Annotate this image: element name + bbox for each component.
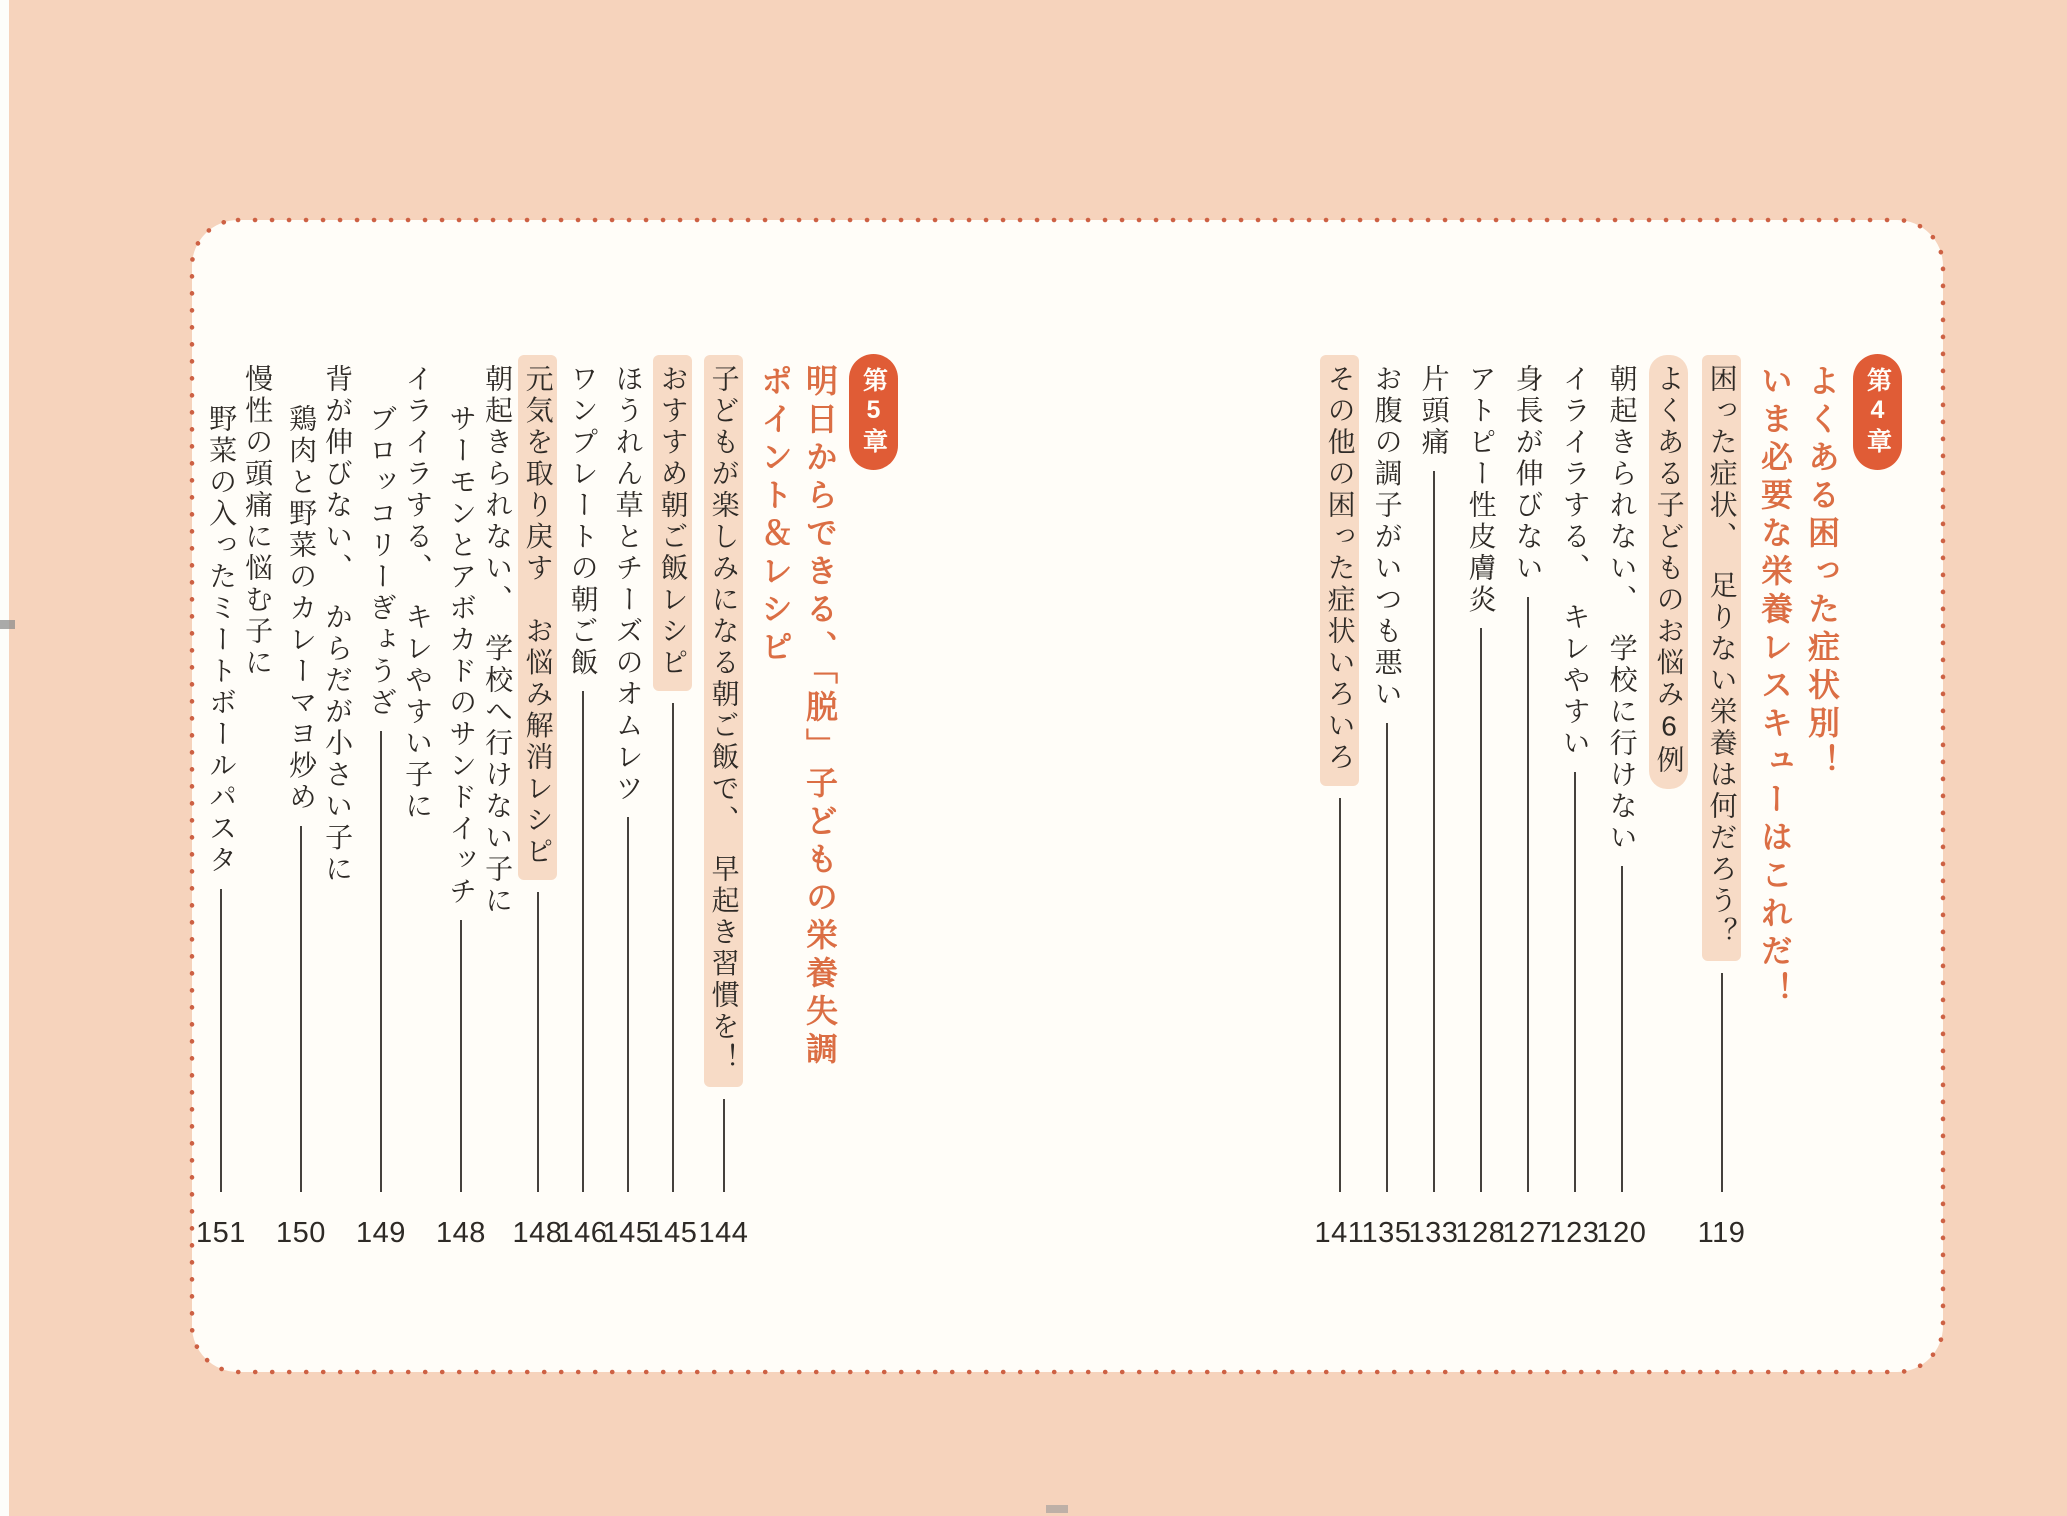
entry-text: その他の困った症状いろいろ bbox=[1320, 355, 1358, 786]
page-number: 133 bbox=[1408, 1217, 1459, 1249]
chapter-5-section bbox=[195, 352, 904, 1250]
entry-recipe-column bbox=[436, 352, 486, 1250]
toc-entry bbox=[196, 352, 275, 1250]
chapter-4-section bbox=[1314, 352, 1908, 1250]
entry-text-column bbox=[1408, 352, 1459, 1250]
entry-text-column bbox=[239, 352, 275, 1250]
leader-line bbox=[460, 920, 462, 1192]
entry-recipe-text: 鶏肉と野菜のカレーマヨ炒め bbox=[286, 404, 318, 814]
entry-recipe-column bbox=[356, 352, 406, 1250]
leader-line bbox=[1621, 866, 1623, 1192]
entry-text-column bbox=[399, 352, 435, 1250]
scan-mark-bottom bbox=[1046, 1505, 1068, 1513]
leader-line bbox=[582, 691, 584, 1192]
toc-entry bbox=[698, 352, 749, 1250]
scan-left-edge bbox=[0, 0, 9, 1516]
entry-text: よくある子どものお悩み6例 bbox=[1649, 355, 1687, 789]
toc-entry bbox=[1408, 352, 1459, 1250]
leader-line bbox=[300, 826, 302, 1193]
page-number: 145 bbox=[602, 1217, 653, 1249]
entry-text-column bbox=[1549, 352, 1600, 1250]
leader-line bbox=[537, 892, 539, 1192]
page-number: 135 bbox=[1361, 1217, 1412, 1249]
leader-line bbox=[1339, 798, 1341, 1193]
entry-text-column bbox=[1455, 352, 1506, 1250]
entry-recipe-column bbox=[276, 352, 326, 1250]
toc-entry bbox=[1549, 352, 1600, 1250]
toc-entry bbox=[557, 352, 608, 1250]
entry-text-column bbox=[647, 352, 698, 1250]
entry-recipe-text: ブロッコリーぎょうざ bbox=[366, 404, 398, 719]
toc-entry bbox=[1455, 352, 1506, 1250]
chapter-title-line-1: 明日からできる、「脱」子どもの栄養失調 bbox=[802, 364, 838, 1070]
entry-text: 片頭痛 bbox=[1418, 364, 1450, 459]
leader-line bbox=[672, 703, 674, 1192]
leader-line bbox=[1721, 973, 1723, 1193]
entry-text: 身長が伸びない bbox=[1512, 364, 1544, 585]
toc-entry bbox=[1502, 352, 1553, 1250]
page-number: 151 bbox=[196, 1217, 246, 1249]
entry-text-column bbox=[698, 352, 749, 1250]
page-number: 144 bbox=[698, 1217, 749, 1249]
leader-line bbox=[627, 817, 629, 1192]
chapter-badge: 第4章 bbox=[1853, 354, 1902, 470]
entry-recipe-column bbox=[196, 352, 246, 1250]
entry-text: 子どもが楽しみになる朝ご飯で、 早起き習慣を！ bbox=[704, 355, 742, 1087]
chapter-title-line-2: ポイント＆レシピ bbox=[757, 364, 793, 668]
page-number: 146 bbox=[557, 1217, 608, 1249]
page-number: 150 bbox=[276, 1217, 326, 1249]
scan-mark-left bbox=[0, 620, 15, 629]
toc-entry bbox=[602, 352, 653, 1250]
toc-entry bbox=[1314, 352, 1365, 1250]
entry-text-column bbox=[1502, 352, 1553, 1250]
leader-line bbox=[220, 889, 222, 1193]
entry-text: 元気を取り戻す お悩み解消レシピ bbox=[518, 355, 556, 880]
entry-text-column bbox=[602, 352, 653, 1250]
leader-line bbox=[1386, 723, 1388, 1193]
chapter-badge: 第5章 bbox=[849, 354, 898, 470]
page-number: 149 bbox=[356, 1217, 406, 1249]
page-number: 145 bbox=[647, 1217, 698, 1249]
entry-recipe-text: 野菜の入ったミートボールパスタ bbox=[206, 404, 238, 877]
toc-entry bbox=[1596, 352, 1647, 1250]
entry-text-column bbox=[479, 352, 515, 1250]
entry-problem-text: イライラする、 キレやすい子に bbox=[402, 364, 434, 823]
toc-entry bbox=[356, 352, 435, 1250]
page-number: 123 bbox=[1549, 1217, 1600, 1249]
chapter-title-line-1: よくある困った症状別！ bbox=[1804, 364, 1840, 782]
leader-line bbox=[1433, 471, 1435, 1193]
entry-text: おすすめ朝ご飯レシピ bbox=[653, 355, 691, 691]
toc-entry bbox=[647, 352, 698, 1250]
entry-problem-text: 朝起きられない、 学校へ行けない子に bbox=[482, 364, 514, 917]
page-number: 148 bbox=[436, 1217, 486, 1249]
entry-text: 朝起きられない、 学校に行けない bbox=[1606, 364, 1638, 854]
entry-text-column bbox=[319, 352, 355, 1250]
entry-text: お腹の調子がいつも悪い bbox=[1371, 364, 1403, 711]
entry-recipe-text: サーモンとアボカドのサンドイッチ bbox=[446, 404, 478, 908]
page-number: 148 bbox=[512, 1217, 563, 1249]
entry-text-column bbox=[1361, 352, 1412, 1250]
entry-text: 困った症状、 足りない栄養は何だろう？ bbox=[1702, 355, 1740, 961]
entry-text: アトピー性皮膚炎 bbox=[1465, 364, 1497, 616]
toc-entry bbox=[1646, 352, 1691, 1250]
leader-line bbox=[380, 731, 382, 1192]
entry-text: ほうれん草とチーズのオムレツ bbox=[612, 364, 644, 805]
entry-text: イライラする、 キレやすい bbox=[1559, 364, 1591, 760]
toc-entry bbox=[436, 352, 515, 1250]
toc-entry bbox=[1361, 352, 1412, 1250]
leader-line bbox=[1574, 772, 1576, 1193]
leader-line bbox=[1527, 597, 1529, 1193]
entry-problem-text: 背が伸びない、 からだが小さい子に bbox=[322, 364, 354, 886]
entry-text-column bbox=[1314, 352, 1365, 1250]
entry-text-column bbox=[1646, 352, 1691, 1250]
entry-text-column bbox=[1596, 352, 1647, 1250]
page-number: 128 bbox=[1455, 1217, 1506, 1249]
chapter-badge-column bbox=[1846, 352, 1908, 1250]
chapter-badge-column bbox=[842, 352, 904, 1250]
page-number: 120 bbox=[1596, 1217, 1647, 1249]
entry-text-column bbox=[1699, 352, 1744, 1250]
entry-text-column bbox=[512, 352, 563, 1250]
toc-entry bbox=[1699, 352, 1744, 1250]
toc-entry bbox=[276, 352, 355, 1250]
leader-line bbox=[723, 1099, 725, 1193]
chapter-title-line-2: いま必要な栄養レスキューはこれだ！ bbox=[1757, 364, 1793, 1010]
page-number: 141 bbox=[1314, 1217, 1365, 1249]
page-number: 119 bbox=[1697, 1217, 1746, 1249]
toc-entry bbox=[512, 352, 563, 1250]
entry-problem-text: 慢性の頭痛に悩む子に bbox=[242, 364, 274, 679]
leader-line bbox=[1480, 628, 1482, 1192]
entry-text-column bbox=[557, 352, 608, 1250]
page-number: 127 bbox=[1502, 1217, 1553, 1249]
entry-text: ワンプレートの朝ご飯 bbox=[567, 364, 599, 679]
